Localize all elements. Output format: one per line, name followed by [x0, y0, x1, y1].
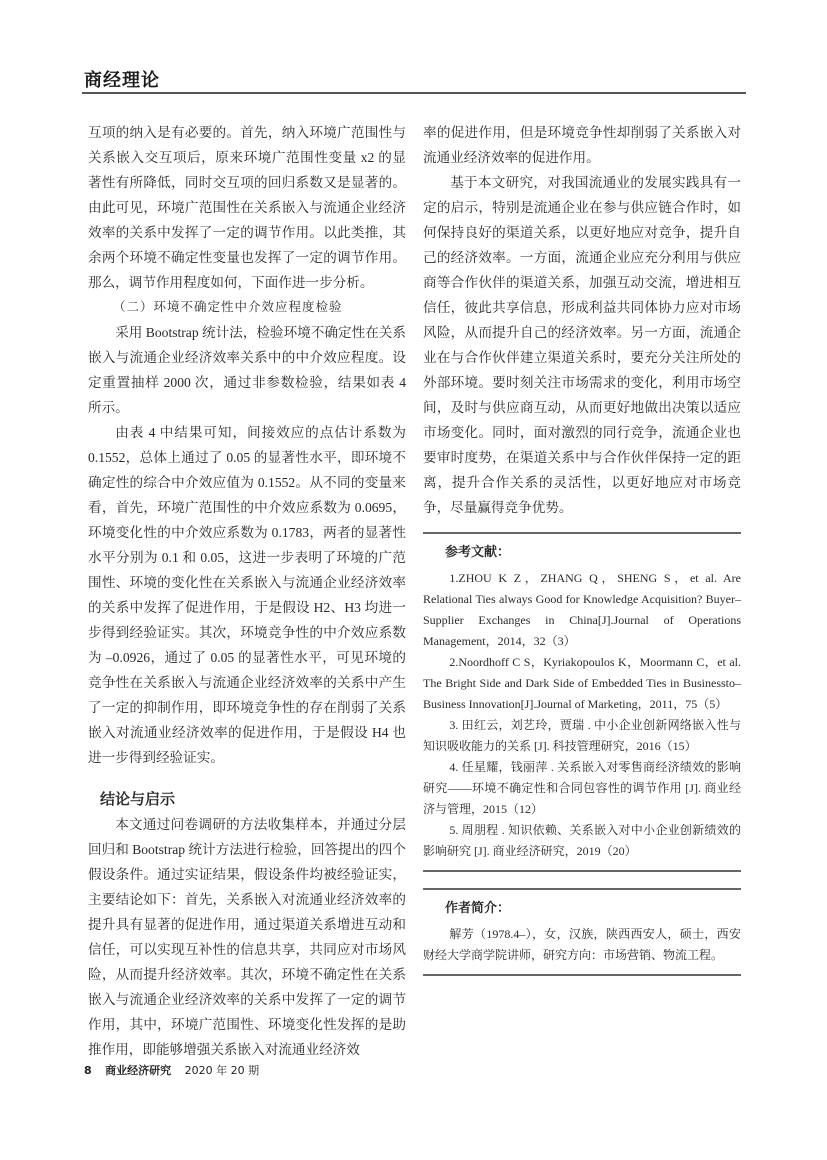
references-bottom-rule [423, 870, 741, 872]
section-title: 结论与启示 [100, 790, 176, 808]
reference-item: 2.Noordhoff C S，Kyriakopoulos K，Moormann C，et al. The Bright Side and Dark Side of Embedded Ties in Businessto–Business Innovation[J].Journal of Marketing，2011，75（5） [423, 655, 741, 711]
paragraph: 互项的纳入是有必要的。首先，纳入环境广范围性与关系嵌入交互项后，原来环境广范围性变量 x2 的显著性有所降低，同时交互项的回归系数又是显著的。由此可见，环境广范围性在关系嵌入与流通企业经济效率的关系中发挥了一定的调节作用。以此类推，其余两个环境不确定性变量也发挥了一定的调节作用。那么，调节作用程度如何，下面作进一步分析。 [88, 125, 406, 290]
author-bottom-rule [423, 974, 741, 976]
reference-item: 3. 田红云，刘艺玲，贾瑞 . 中小企业创新网络嵌入性与知识吸收能力的关系 [J]. 科技管理研究，2016（15） [423, 718, 741, 753]
author-box [423, 890, 741, 974]
paragraph: 基于本文研究，对我国流通业的发展实践具有一定的启示，特别是流通企业在参与供应链合作时，如何保持良好的渠道关系，以更好地应对竞争，提升自己的经济效率。一方面，流通企业应充分利用与供应商等合作伙伴的渠道关系，加强互动交流，增进相互信任，彼此共享信息，形成利益共同体协力应对市场风险，从而提升自己的经济效率。另一方面，流通企业在与合作伙伴建立渠道关系时，要充分关注所处的外部环境。要时刻关注市场需求的变化，利用市场空间，及时与供应商互动，从而更好地做出决策以适应市场变化。同时，面对激烈的同行竞争，流通企业也要审时度势，在渠道关系中与合作伙伴保持一定的距离，提升合作关系的灵活性，以更好地应对市场竞争，尽量赢得竞争优势。 [423, 175, 741, 515]
reference-item: 5. 周朋程 . 知识依赖、关系嵌入对中小企业创新绩效的影响研究 [J]. 商业经济研究，2019（20） [423, 823, 741, 858]
paragraph: 采用 Bootstrap 统计法，检验环境不确定性在关系嵌入与流通企业经济效率关系中的中介效应程度。设定重置抽样 2000 次，通过非参数检验，结果如表 4 所示。 [88, 325, 406, 415]
page-footer [84, 1062, 269, 1078]
issue: 2020 年 20 期 [184, 1064, 260, 1077]
journal-name: 商业经济研究 [105, 1064, 172, 1077]
section-header: 商经理论 [84, 70, 160, 91]
references-title: 参考文献： [445, 545, 511, 560]
header-rule [82, 92, 746, 94]
page-number: 8 [84, 1064, 92, 1077]
paragraph: 由表 4 中结果可知，间接效应的点估计系数为 0.1552，总体上通过了 0.05 的显著性水平，即环境不确定性的综合中介效应值为 0.1552。从不同的变量来看，首先，环境广范围性的中介效应系数为 0.0695，环境变化性的中介效应系数为 0.1783，两者的显著性水平分别为 0.1 和 0.05，这进一步表明了环境的广范围性、环境的变化性在关系嵌入与流通企业经济效率的关系中发挥了促进作用，于是假设 H2、H3 均进一步得到经验证实。其次，环境竞争性的中介效应系数为 –0.0926，通过了 0.05 的显著性水平，可见环境的竞争性在关系嵌入与流通企业经济效率的关系中产生了一定的抑制作用，即环境竞争性的存在削弱了关系嵌入对流通业经济效率的促进作用，于是假设 H4 也进一步得到经验证实。 [88, 425, 406, 765]
paragraph: 率的促进作用，但是环境竞争性却削弱了关系嵌入对流通业经济效率的促进作用。 [423, 125, 741, 165]
author-title: 作者简介： [445, 901, 511, 916]
references-box [423, 534, 741, 870]
reference-item: 1.ZHOU K Z，ZHANG Q，SHENG S，et al. Are Relational Ties always Good for Knowledge Acquisition? Buyer–Supplier Exchanges in China[J].Journal of Operations Management，2014，32（3） [423, 571, 741, 648]
author-bio: 解芳（1978.4–），女，汉族，陕西西安人，硕士，西安财经大学商学院讲师，研究方向：市场营销、物流工程。 [423, 927, 741, 962]
subheading: （二）环境不确定性中介效应程度检验 [113, 300, 343, 314]
right-column [423, 120, 741, 976]
paragraph: 本文通过问卷调研的方法收集样本，并通过分层回归和 Bootstrap 统计方法进行检验，回答提出的四个假设条件。通过实证结果，假设条件均被经验证实，主要结论如下：首先，关系嵌入对流通业经济效率的提升具有显著的促进作用，通过渠道关系增进互动和信任，可以实现互补性的信息共享，共同应对市场风险，从而提升经济效率。其次，环境不确定性在关系嵌入与流通企业经济效率的关系中发挥了一定的调节作用，其中，环境广范围性、环境变化性发挥的是助推作用，即能够增强关系嵌入对流通业经济效 [88, 817, 406, 1057]
left-column [88, 120, 406, 1062]
reference-item: 4. 任星耀，钱丽萍 . 关系嵌入对零售商经济绩效的影响研究——环境不确定性和合同包容性的调节作用 [J]. 商业经济与管理，2015（12） [423, 760, 741, 816]
